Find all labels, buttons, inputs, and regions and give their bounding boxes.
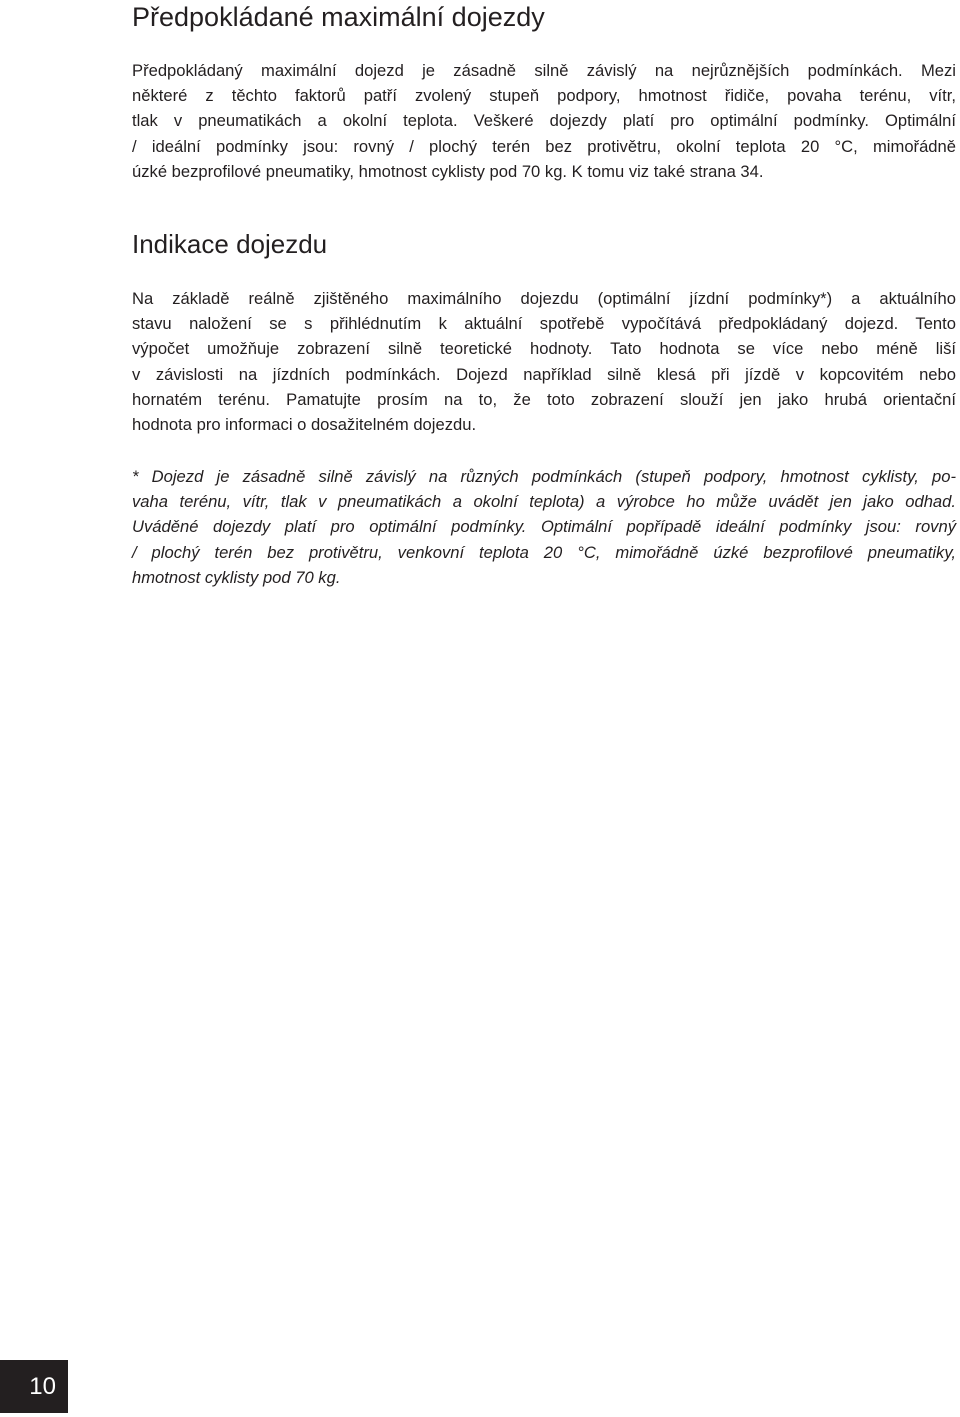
text-line: úzké bezprofilové pneumatiky, hmotnost cyklisty pod 70 kg. K tomu viz také strana 34. (132, 161, 764, 181)
text-line: Uváděné dojezdy platí pro optimální podmínky. Optimální popřípadě ideální podmínky jsou: rovný (132, 517, 956, 537)
text-line: některé z těchto faktorů patří zvolený stupeň podpory, hmotnost řidiče, povaha terénu, vítr, (132, 86, 956, 106)
text-line: Předpokládaný maximální dojezd je zásadně silně závislý na nejrůznějších podmínkách. Mezi (132, 61, 956, 80)
text-line: výpočet umožňuje zobrazení silně teoretické hodnoty. Tato hodnota se více nebo méně liší (132, 339, 956, 359)
text-line: tlak v pneumatikách a okolní teplota. Veškeré dojezdy platí pro optimální podmínky. Optimální (132, 111, 956, 131)
text-line: v závislosti na jízdních podmínkách. Dojezd například silně klesá při jízdě v kopcovitém nebo (132, 364, 956, 384)
page-number: 10 (0, 1360, 68, 1413)
footnote (132, 464, 956, 590)
text-line: vaha terénu, vítr, tlak v pneumatikách a okolní teplota) a výrobce ho může uvádět jen jako odhad. (132, 492, 956, 512)
text-line: * Dojezd je zásadně silně závislý na různých podmínkách (stupeň podpory, hmotnost cyklisty, po- (132, 467, 956, 486)
section-heading-max-range: Předpokládané maximální dojezdy (132, 2, 545, 32)
text-line: hodnota pro informaci o dosažitelném dojezdu. (132, 415, 477, 435)
text-line: hmotnost cyklisty pod 70 kg. (132, 567, 341, 587)
text-line: / plochý terén bez protivětru, venkovní teplota 20 °C, mimořádně úzké bezprofilové pneumatiky, (132, 542, 956, 562)
paragraph-range-indication (132, 286, 956, 437)
text-line: hornatém terénu. Pamatujte prosím na to, že toto zobrazení slouží jen jako hrubá orientační (132, 389, 956, 409)
section-heading-range-indication: Indikace dojezdu (132, 229, 328, 259)
paragraph-max-range (132, 58, 956, 184)
text-line: / ideální podmínky jsou: rovný / plochý terén bez protivětru, okolní teplota 20 °C, mimořádně (132, 136, 956, 156)
text-line: Na základě reálně zjištěného maximálního dojezdu (optimální jízdní podmínky*) a aktuálního (132, 289, 956, 308)
text-line: stavu naložení se s přihlédnutím k aktuální spotřebě vypočítává předpokládaný dojezd. Tento (132, 314, 956, 334)
